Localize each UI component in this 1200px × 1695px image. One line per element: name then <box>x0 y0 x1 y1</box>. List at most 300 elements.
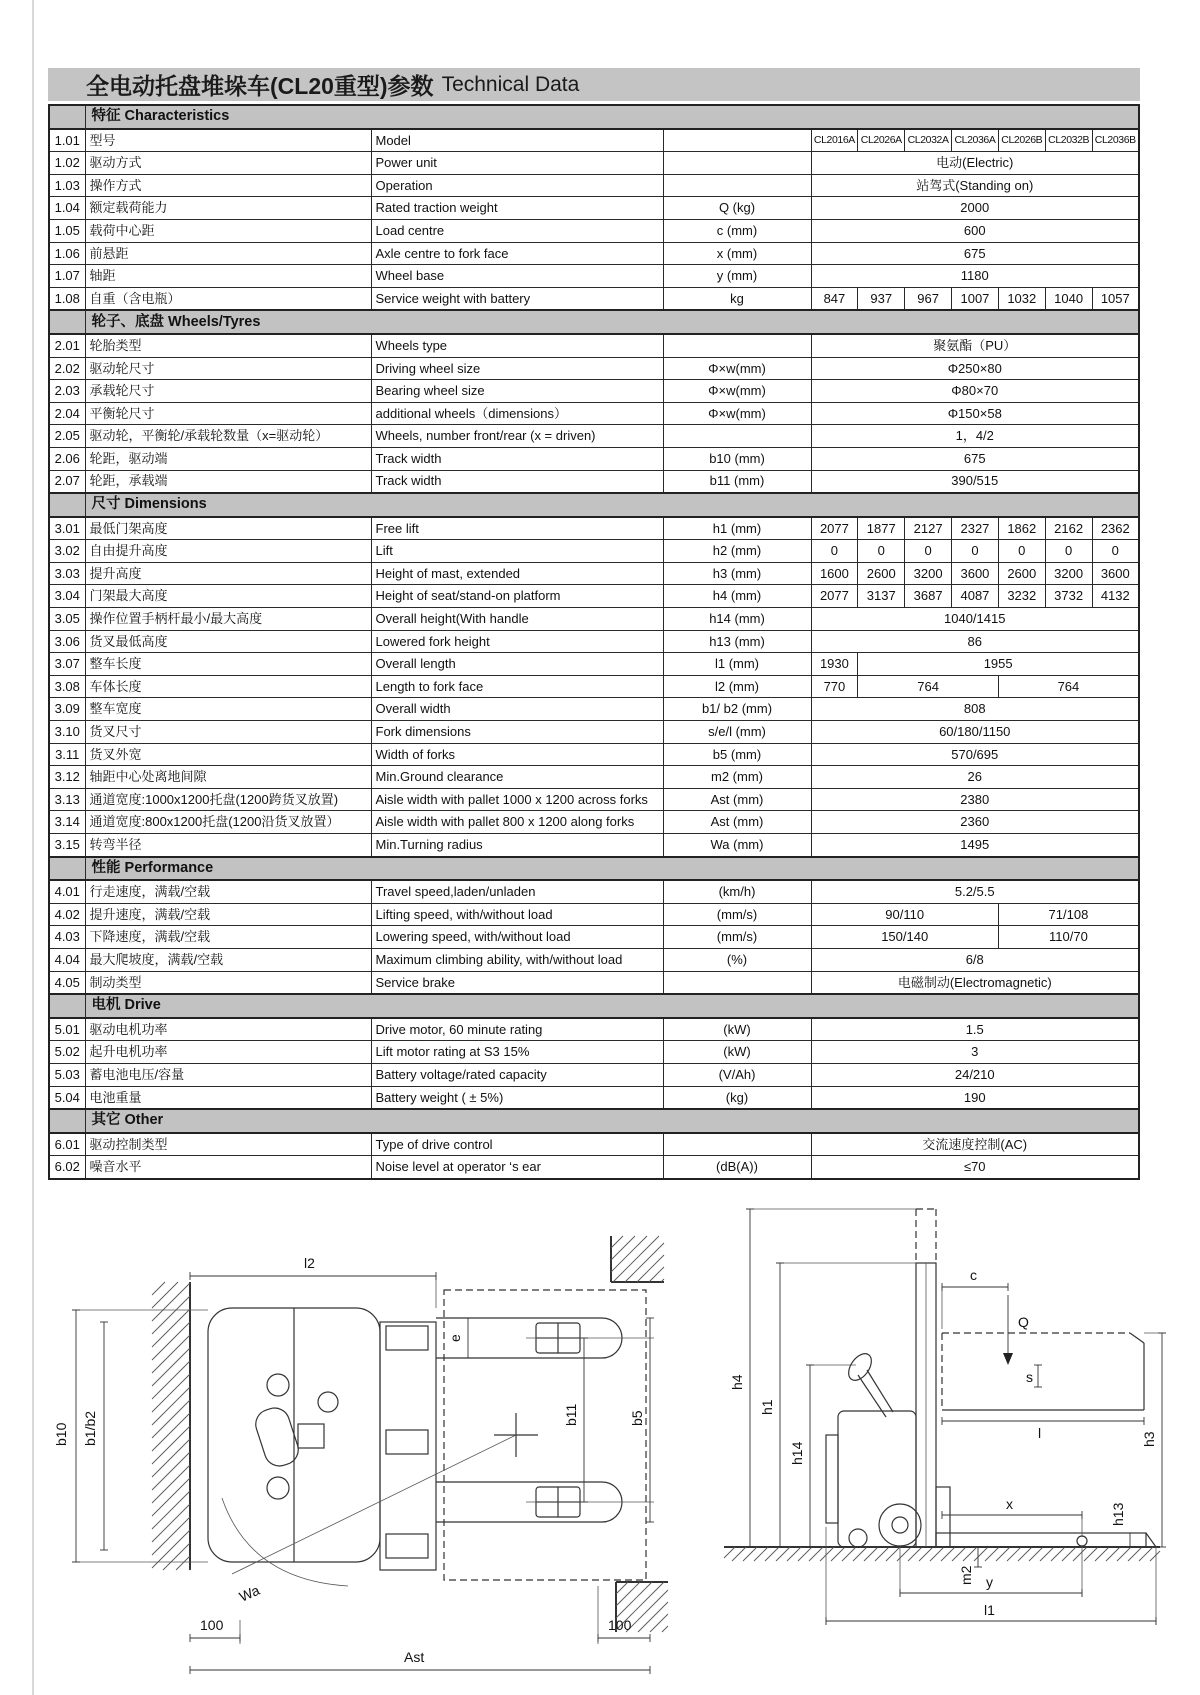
param-zh-cell: 驱动电机功率 <box>85 1018 371 1041</box>
param-en-cell: Power unit <box>371 152 663 175</box>
row-no-cell: 4.05 <box>49 971 85 994</box>
value-cell: CL2016A <box>811 129 858 152</box>
table-row <box>49 287 1139 310</box>
value-cell: 1180 <box>811 265 1139 288</box>
unit-cell: h4 (mm) <box>663 585 811 608</box>
value-cell: CL2026A <box>858 129 905 152</box>
param-zh-cell: 电池重量 <box>85 1086 371 1109</box>
table-row <box>49 630 1139 653</box>
param-en-cell: Overall height(With handle <box>371 608 663 631</box>
value-cell: 190 <box>811 1086 1139 1109</box>
value-cell: 764 <box>998 675 1139 698</box>
row-no-cell: 1.03 <box>49 174 85 197</box>
dim-label-b1b2: b1/b2 <box>82 1410 98 1446</box>
param-en-cell: Axle centre to fork face <box>371 242 663 265</box>
row-no-cell: 5.01 <box>49 1018 85 1041</box>
row-no-cell: 2.03 <box>49 380 85 403</box>
value-cell: ≤70 <box>811 1156 1139 1179</box>
page-margin-line <box>32 0 34 1695</box>
row-no-cell: 2.04 <box>49 402 85 425</box>
param-zh-cell: 轮距，承载端 <box>85 470 371 493</box>
value-cell: 937 <box>858 287 905 310</box>
section-header-row <box>49 310 1139 334</box>
table-row <box>49 834 1139 857</box>
dim-label-b10: b10 <box>53 1422 69 1446</box>
value-cell: 770 <box>811 675 858 698</box>
row-no-cell: 1.06 <box>49 242 85 265</box>
row-no-cell: 4.03 <box>49 926 85 949</box>
value-cell: 2327 <box>952 517 999 540</box>
unit-cell: x (mm) <box>663 242 811 265</box>
table-row <box>49 470 1139 493</box>
param-en-cell: Battery voltage/rated capacity <box>371 1063 663 1086</box>
param-en-cell: Overall length <box>371 653 663 676</box>
param-zh-cell: 整车长度 <box>85 653 371 676</box>
value-cell: 3200 <box>905 562 952 585</box>
unit-cell <box>663 971 811 994</box>
table-row <box>49 219 1139 242</box>
unit-cell: c (mm) <box>663 219 811 242</box>
value-cell: 2162 <box>1045 517 1092 540</box>
unit-cell: l2 (mm) <box>663 675 811 698</box>
unit-cell: Φ×w(mm) <box>663 380 811 403</box>
table-row <box>49 197 1139 220</box>
param-en-cell: Battery weight ( ± 5%) <box>371 1086 663 1109</box>
value-cell: 60/180/1150 <box>811 721 1139 744</box>
param-zh-cell: 自重（含电瓶） <box>85 287 371 310</box>
unit-cell <box>663 425 811 448</box>
value-cell: Φ250×80 <box>811 357 1139 380</box>
value-cell: 2127 <box>905 517 952 540</box>
row-no-cell: 3.07 <box>49 653 85 676</box>
section-title: 尺寸 Dimensions <box>85 493 1139 517</box>
row-no-cell: 1.01 <box>49 129 85 152</box>
row-no-cell: 3.05 <box>49 608 85 631</box>
value-cell: Φ80×70 <box>811 380 1139 403</box>
value-cell: 1495 <box>811 834 1139 857</box>
unit-cell: b11 (mm) <box>663 470 811 493</box>
unit-cell: Φ×w(mm) <box>663 402 811 425</box>
row-no-cell: 3.04 <box>49 585 85 608</box>
dim-label-x: x <box>1006 1496 1013 1512</box>
value-cell: 150/140 <box>811 926 998 949</box>
param-en-cell: Lowering speed, with/without load <box>371 926 663 949</box>
value-cell: 4087 <box>952 585 999 608</box>
unit-cell: (V/Ah) <box>663 1063 811 1086</box>
value-cell: 764 <box>858 675 999 698</box>
value-cell: 0 <box>998 540 1045 563</box>
unit-cell: (mm/s) <box>663 926 811 949</box>
row-no-cell: 2.02 <box>49 357 85 380</box>
spec-table <box>48 104 1140 1180</box>
value-cell: 1930 <box>811 653 858 676</box>
param-en-cell: Travel speed,laden/unladen <box>371 880 663 903</box>
section-header-row <box>49 105 1139 129</box>
unit-cell: b10 (mm) <box>663 447 811 470</box>
value-cell: 808 <box>811 698 1139 721</box>
table-row <box>49 242 1139 265</box>
param-zh-cell: 型号 <box>85 129 371 152</box>
value-cell: 交流速度控制(AC) <box>811 1133 1139 1156</box>
row-no-cell: 3.03 <box>49 562 85 585</box>
param-zh-cell: 驱动方式 <box>85 152 371 175</box>
value-cell: Φ150×58 <box>811 402 1139 425</box>
param-en-cell: additional wheels（dimensions） <box>371 402 663 425</box>
value-cell: 0 <box>811 540 858 563</box>
param-zh-cell: 额定载荷能力 <box>85 197 371 220</box>
value-cell: 3232 <box>998 585 1045 608</box>
value-cell: CL2036A <box>952 129 999 152</box>
dim-label-h14: h14 <box>789 1441 805 1465</box>
unit-cell: h3 (mm) <box>663 562 811 585</box>
param-zh-cell: 前悬距 <box>85 242 371 265</box>
param-en-cell: Service brake <box>371 971 663 994</box>
param-en-cell: Wheels, number front/rear (x = driven) <box>371 425 663 448</box>
row-no-cell: 6.02 <box>49 1156 85 1179</box>
section-no-cell <box>49 310 85 334</box>
row-no-cell: 5.02 <box>49 1041 85 1064</box>
row-no-cell: 2.01 <box>49 334 85 357</box>
param-en-cell: Min.Ground clearance <box>371 766 663 789</box>
value-cell: 3687 <box>905 585 952 608</box>
table-row <box>49 1018 1139 1041</box>
value-cell: 675 <box>811 242 1139 265</box>
value-cell: 1877 <box>858 517 905 540</box>
unit-cell <box>663 1133 811 1156</box>
param-en-cell: Lift motor rating at S3 15% <box>371 1041 663 1064</box>
param-en-cell: Aisle width with pallet 1000 x 1200 across forks <box>371 788 663 811</box>
value-cell: 0 <box>905 540 952 563</box>
unit-cell: Q (kg) <box>663 197 811 220</box>
spec-table-body <box>49 105 1139 1179</box>
unit-cell: h13 (mm) <box>663 630 811 653</box>
value-cell: 2077 <box>811 585 858 608</box>
param-en-cell: Type of drive control <box>371 1133 663 1156</box>
unit-cell: y (mm) <box>663 265 811 288</box>
value-cell: 600 <box>811 219 1139 242</box>
row-no-cell: 1.05 <box>49 219 85 242</box>
param-en-cell: Maximum climbing ability, with/without load <box>371 948 663 971</box>
param-en-cell: Free lift <box>371 517 663 540</box>
value-cell: 1.5 <box>811 1018 1139 1041</box>
value-cell: 1862 <box>998 517 1045 540</box>
value-cell: 聚氨酯（PU） <box>811 334 1139 357</box>
value-cell: 675 <box>811 447 1139 470</box>
param-en-cell: Wheel base <box>371 265 663 288</box>
param-zh-cell: 货叉尺寸 <box>85 721 371 744</box>
value-cell: 0 <box>858 540 905 563</box>
value-cell: 2077 <box>811 517 858 540</box>
unit-cell: h1 (mm) <box>663 517 811 540</box>
param-zh-cell: 驱动轮，平衡轮/承载轮数量（x=驱动轮） <box>85 425 371 448</box>
value-cell: 2000 <box>811 197 1139 220</box>
param-en-cell: Driving wheel size <box>371 357 663 380</box>
param-en-cell: Aisle width with pallet 800 x 1200 along forks <box>371 811 663 834</box>
table-row <box>49 1133 1139 1156</box>
table-row <box>49 766 1139 789</box>
param-en-cell: Noise level at operator ‘s ear <box>371 1156 663 1179</box>
row-no-cell: 1.07 <box>49 265 85 288</box>
row-no-cell: 2.06 <box>49 447 85 470</box>
table-row <box>49 811 1139 834</box>
param-en-cell: Wheels type <box>371 334 663 357</box>
value-cell: 1040 <box>1045 287 1092 310</box>
section-header-row <box>49 493 1139 517</box>
row-no-cell: 1.04 <box>49 197 85 220</box>
value-cell: 967 <box>905 287 952 310</box>
dim-label-offset-right: 100 <box>608 1617 632 1633</box>
value-cell: 1057 <box>1092 287 1139 310</box>
param-en-cell: Load centre <box>371 219 663 242</box>
value-cell: 2600 <box>858 562 905 585</box>
table-row <box>49 402 1139 425</box>
dim-label-h4: h4 <box>729 1374 745 1390</box>
row-no-cell: 3.01 <box>49 517 85 540</box>
value-cell: 0 <box>1092 540 1139 563</box>
param-zh-cell: 载荷中心距 <box>85 219 371 242</box>
unit-cell: h14 (mm) <box>663 608 811 631</box>
section-title: 其它 Other <box>85 1109 1139 1133</box>
table-row <box>49 425 1139 448</box>
top-view-diagram <box>36 1230 696 1690</box>
value-cell: CL2036B <box>1092 129 1139 152</box>
value-cell: 3 <box>811 1041 1139 1064</box>
param-zh-cell: 下降速度，满载/空载 <box>85 926 371 949</box>
table-row <box>49 971 1139 994</box>
table-row <box>49 1041 1139 1064</box>
param-zh-cell: 行走速度，满载/空载 <box>85 880 371 903</box>
value-cell: 1007 <box>952 287 999 310</box>
table-row <box>49 129 1139 152</box>
row-no-cell: 4.01 <box>49 880 85 903</box>
section-title: 性能 Performance <box>85 857 1139 881</box>
table-row <box>49 653 1139 676</box>
unit-cell <box>663 129 811 152</box>
unit-cell: (kg) <box>663 1086 811 1109</box>
dim-label-s: s <box>1026 1369 1033 1385</box>
unit-cell: b5 (mm) <box>663 743 811 766</box>
dim-label-q: Q <box>1018 1314 1029 1330</box>
row-no-cell: 3.06 <box>49 630 85 653</box>
value-cell: CL2032B <box>1045 129 1092 152</box>
dim-label-b11: b11 <box>563 1403 579 1426</box>
param-en-cell: Length to fork face <box>371 675 663 698</box>
table-row <box>49 608 1139 631</box>
row-no-cell: 3.10 <box>49 721 85 744</box>
dim-label-h13: h13 <box>1110 1502 1126 1526</box>
value-cell: 90/110 <box>811 903 998 926</box>
value-cell: 1600 <box>811 562 858 585</box>
row-no-cell: 2.07 <box>49 470 85 493</box>
param-en-cell: Lifting speed, with/without load <box>371 903 663 926</box>
row-no-cell: 3.08 <box>49 675 85 698</box>
value-cell: 2380 <box>811 788 1139 811</box>
param-zh-cell: 轮胎类型 <box>85 334 371 357</box>
value-cell: 2362 <box>1092 517 1139 540</box>
unit-cell <box>663 334 811 357</box>
unit-cell: (kW) <box>663 1018 811 1041</box>
row-no-cell: 3.13 <box>49 788 85 811</box>
table-row <box>49 903 1139 926</box>
value-cell: 3732 <box>1045 585 1092 608</box>
param-en-cell: Lowered fork height <box>371 630 663 653</box>
value-cell: 3600 <box>1092 562 1139 585</box>
value-cell: 5.2/5.5 <box>811 880 1139 903</box>
row-no-cell: 4.02 <box>49 903 85 926</box>
value-cell: 3200 <box>1045 562 1092 585</box>
table-row <box>49 174 1139 197</box>
table-row <box>49 1063 1139 1086</box>
dim-label-l1: l1 <box>984 1602 995 1618</box>
table-row <box>49 562 1139 585</box>
unit-cell: (%) <box>663 948 811 971</box>
row-no-cell: 2.05 <box>49 425 85 448</box>
unit-cell: kg <box>663 287 811 310</box>
param-en-cell: Height of seat/stand-on platform <box>371 585 663 608</box>
row-no-cell: 1.02 <box>49 152 85 175</box>
dim-label-e: e <box>447 1334 463 1342</box>
value-cell: 1032 <box>998 287 1045 310</box>
value-cell: 电动(Electric) <box>811 152 1139 175</box>
param-en-cell: Track width <box>371 447 663 470</box>
param-zh-cell: 车体长度 <box>85 675 371 698</box>
param-zh-cell: 轮距，驱动端 <box>85 447 371 470</box>
param-en-cell: Min.Turning radius <box>371 834 663 857</box>
value-cell: 71/108 <box>998 903 1139 926</box>
param-zh-cell: 货叉最低高度 <box>85 630 371 653</box>
value-cell: 26 <box>811 766 1139 789</box>
param-zh-cell: 噪音水平 <box>85 1156 371 1179</box>
unit-cell: (dB(A)) <box>663 1156 811 1179</box>
value-cell: 110/70 <box>998 926 1139 949</box>
dim-label-h1: h1 <box>759 1399 775 1415</box>
value-cell: 1040/1415 <box>811 608 1139 631</box>
table-row <box>49 880 1139 903</box>
section-no-cell <box>49 857 85 881</box>
value-cell: 0 <box>1045 540 1092 563</box>
table-row <box>49 721 1139 744</box>
param-en-cell: Model <box>371 129 663 152</box>
value-cell: 2360 <box>811 811 1139 834</box>
page-title-zh: 全电动托盘堆垛车(CL20重型)参数 <box>86 73 434 99</box>
unit-cell: (mm/s) <box>663 903 811 926</box>
table-row <box>49 1086 1139 1109</box>
value-cell: 4132 <box>1092 585 1139 608</box>
table-row <box>49 357 1139 380</box>
param-zh-cell: 轴距 <box>85 265 371 288</box>
section-title: 轮子、底盘 Wheels/Tyres <box>85 310 1139 334</box>
param-zh-cell: 提升速度，满载/空载 <box>85 903 371 926</box>
dim-label-y: y <box>986 1574 993 1590</box>
row-no-cell: 4.04 <box>49 948 85 971</box>
param-zh-cell: 驱动控制类型 <box>85 1133 371 1156</box>
param-zh-cell: 轴距中心处离地间隙 <box>85 766 371 789</box>
table-row <box>49 788 1139 811</box>
unit-cell: h2 (mm) <box>663 540 811 563</box>
section-no-cell <box>49 1109 85 1133</box>
section-no-cell <box>49 105 85 129</box>
value-cell: 3137 <box>858 585 905 608</box>
table-row <box>49 585 1139 608</box>
unit-cell <box>663 174 811 197</box>
param-zh-cell: 提升高度 <box>85 562 371 585</box>
unit-cell <box>663 152 811 175</box>
table-row <box>49 380 1139 403</box>
value-cell: 24/210 <box>811 1063 1139 1086</box>
table-row <box>49 152 1139 175</box>
dim-label-c: c <box>970 1267 977 1283</box>
unit-cell: Φ×w(mm) <box>663 357 811 380</box>
table-row <box>49 265 1139 288</box>
page-title-en: Technical Data <box>441 72 580 96</box>
dim-label-l2: l2 <box>304 1255 315 1271</box>
param-zh-cell: 操作方式 <box>85 174 371 197</box>
param-en-cell: Bearing wheel size <box>371 380 663 403</box>
wall-hatch-left <box>152 1282 190 1570</box>
unit-cell: Ast (mm) <box>663 811 811 834</box>
param-zh-cell: 制动类型 <box>85 971 371 994</box>
value-cell: CL2032A <box>905 129 952 152</box>
param-zh-cell: 门架最大高度 <box>85 585 371 608</box>
value-cell: 847 <box>811 287 858 310</box>
param-en-cell: Width of forks <box>371 743 663 766</box>
param-en-cell: Service weight with battery <box>371 287 663 310</box>
unit-cell: (kW) <box>663 1041 811 1064</box>
dim-label-m2: m2 <box>958 1565 974 1585</box>
unit-cell: b1/ b2 (mm) <box>663 698 811 721</box>
param-en-cell: Lift <box>371 540 663 563</box>
section-no-cell <box>49 493 85 517</box>
dim-label-wa: Wa <box>236 1581 262 1605</box>
dim-label-b5: b5 <box>629 1410 645 1426</box>
side-view-diagram <box>710 1195 1180 1645</box>
param-zh-cell: 通道宽度:1000x1200托盘(1200跨货叉放置) <box>85 788 371 811</box>
param-zh-cell: 驱动轮尺寸 <box>85 357 371 380</box>
dim-label-offset-left: 100 <box>200 1617 224 1633</box>
wall-hatch-top-right <box>611 1236 664 1282</box>
table-row <box>49 926 1139 949</box>
ground-hatch <box>724 1547 1160 1561</box>
table-row <box>49 675 1139 698</box>
row-no-cell: 3.11 <box>49 743 85 766</box>
table-row <box>49 334 1139 357</box>
value-cell: 1，4/2 <box>811 425 1139 448</box>
table-row <box>49 517 1139 540</box>
row-no-cell: 3.15 <box>49 834 85 857</box>
row-no-cell: 5.03 <box>49 1063 85 1086</box>
value-cell: 86 <box>811 630 1139 653</box>
param-zh-cell: 承载轮尺寸 <box>85 380 371 403</box>
title-bar <box>48 68 1140 101</box>
section-header-row <box>49 1109 1139 1133</box>
value-cell: CL2026B <box>998 129 1045 152</box>
section-title: 电机 Drive <box>85 994 1139 1018</box>
value-cell: 3600 <box>952 562 999 585</box>
value-cell: 站驾式(Standing on) <box>811 174 1139 197</box>
value-cell: 6/8 <box>811 948 1139 971</box>
param-en-cell: Drive motor, 60 minute rating <box>371 1018 663 1041</box>
row-no-cell: 5.04 <box>49 1086 85 1109</box>
param-zh-cell: 起升电机功率 <box>85 1041 371 1064</box>
value-cell: 570/695 <box>811 743 1139 766</box>
unit-cell: (km/h) <box>663 880 811 903</box>
param-en-cell: Height of mast, extended <box>371 562 663 585</box>
section-header-row <box>49 994 1139 1018</box>
param-zh-cell: 货叉外宽 <box>85 743 371 766</box>
param-en-cell: Track width <box>371 470 663 493</box>
row-no-cell: 6.01 <box>49 1133 85 1156</box>
table-row <box>49 698 1139 721</box>
